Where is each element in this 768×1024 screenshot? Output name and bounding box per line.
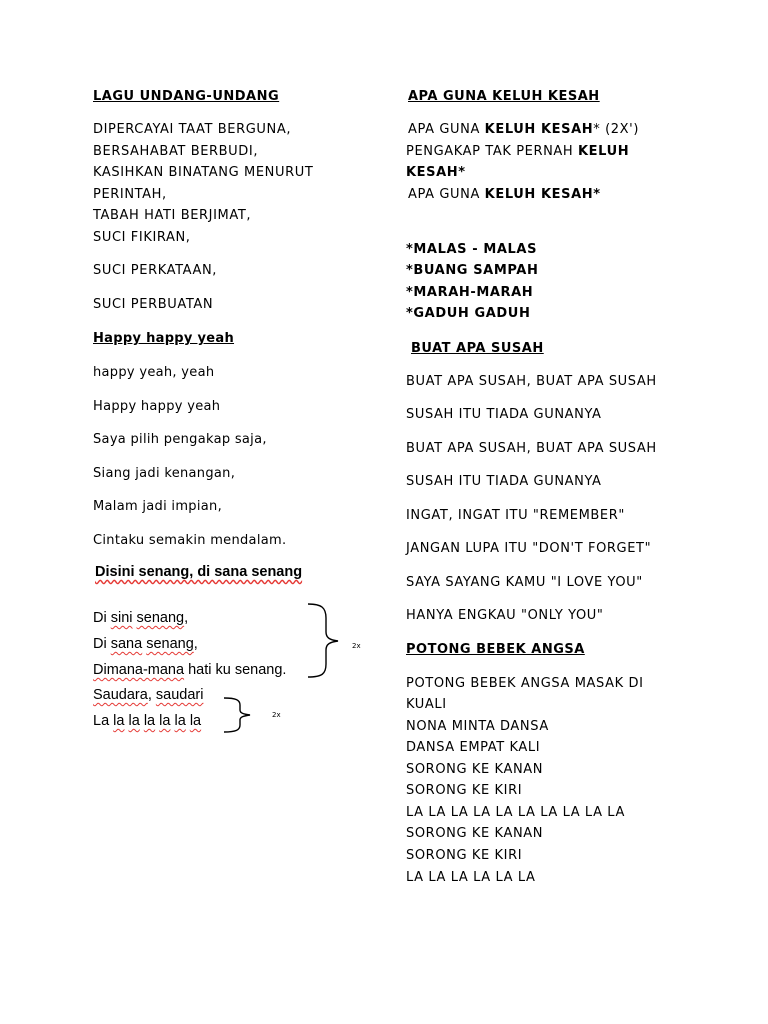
star-line: *BUANG SAMPAH	[406, 263, 539, 278]
verse-line: SUCI FIKIRAN,	[93, 230, 191, 245]
disini-title: Disini senang, di sana senang	[95, 564, 303, 580]
verse-line: APA GUNA KELUH KESAH* (2X')	[408, 122, 640, 137]
song-title-potong-bebek-angsa: POTONG BEBEK ANGSA	[406, 642, 585, 657]
verse-line: SORONG KE KIRI	[406, 783, 523, 798]
verse-line: Malam jadi impian,	[93, 499, 223, 514]
verse-line: SUCI PERBUATAN	[93, 297, 214, 312]
verse-line: SORONG KE KIRI	[406, 848, 523, 863]
star-line: *GADUH GADUH	[406, 306, 531, 321]
verse-line: KESAH*	[406, 165, 466, 180]
verse-line: KASIHKAN BINATANG MENURUT	[93, 165, 314, 180]
star-line: *MARAH-MARAH	[406, 285, 534, 300]
verse-line: TABAH HATI BERJIMAT,	[93, 208, 252, 223]
verse-line: LA LA LA LA LA LA LA LA LA LA	[406, 805, 625, 820]
repeat-tag: 2x	[352, 642, 361, 650]
verse-line: DIPERCAYAI TAAT BERGUNA,	[93, 122, 292, 137]
chorus-line: Saudara, saudari	[93, 687, 204, 703]
repeat-brace-1	[300, 600, 360, 680]
verse-line: PERINTAH,	[93, 187, 167, 202]
verse-line: Happy happy yeah	[93, 399, 221, 414]
verse-line: DANSA EMPAT KALI	[406, 740, 541, 755]
verse-line: SUCI PERKATAAN,	[93, 263, 218, 278]
verse-line: KUALI	[406, 697, 447, 712]
verse-line: JANGAN LUPA ITU "DON'T FORGET"	[406, 541, 652, 556]
chorus-line: Di sini senang,	[93, 610, 189, 626]
verse-line: BUAT APA SUSAH, BUAT APA SUSAH	[406, 374, 657, 389]
verse-line: SAYA SAYANG KAMU "I LOVE YOU"	[406, 575, 643, 590]
verse-line: HANYA ENGKAU "ONLY YOU"	[406, 608, 604, 623]
song-title-apa-guna-keluh-kesah: APA GUNA KELUH KESAH	[408, 89, 600, 104]
verse-line: BUAT APA SUSAH, BUAT APA SUSAH	[406, 441, 657, 456]
verse-line: Siang jadi kenangan,	[93, 466, 236, 481]
verse-line: BERSAHABAT BERBUDI,	[93, 144, 259, 159]
verse-line: SUSAH ITU TIADA GUNANYA	[406, 474, 602, 489]
verse-line: SUSAH ITU TIADA GUNANYA	[406, 407, 602, 422]
verse-line: INGAT, INGAT ITU "REMEMBER"	[406, 508, 625, 523]
verse-line: SORONG KE KANAN	[406, 762, 544, 777]
verse-line: Cintaku semakin mendalam.	[93, 533, 287, 548]
repeat-brace-2	[222, 695, 272, 735]
repeat-tag: 2x	[272, 711, 281, 719]
verse-line: happy yeah, yeah	[93, 365, 215, 380]
verse-line: SORONG KE KANAN	[406, 826, 544, 841]
verse-line: PENGAKAP TAK PERNAH KELUH	[406, 144, 630, 159]
verse-line: POTONG BEBEK ANGSA MASAK DI	[406, 676, 644, 691]
song-title-buat-apa-susah: BUAT APA SUSAH	[411, 341, 544, 356]
star-line: *MALAS - MALAS	[406, 242, 538, 257]
song-title-lagu-undang-undang: LAGU UNDANG-UNDANG	[93, 89, 280, 104]
verse-line: APA GUNA KELUH KESAH*	[408, 187, 601, 202]
chorus-line: Dimana-mana hati ku senang.	[93, 662, 287, 678]
chorus-line: Di sana senang,	[93, 636, 198, 652]
happy-title: Happy happy yeah	[93, 331, 235, 346]
verse-line: NONA MINTA DANSA	[406, 719, 549, 734]
verse-line: LA LA LA LA LA LA	[406, 870, 536, 885]
verse-line: Saya pilih pengakap saja,	[93, 432, 267, 447]
chorus-line: La la la la la la la	[93, 713, 202, 729]
